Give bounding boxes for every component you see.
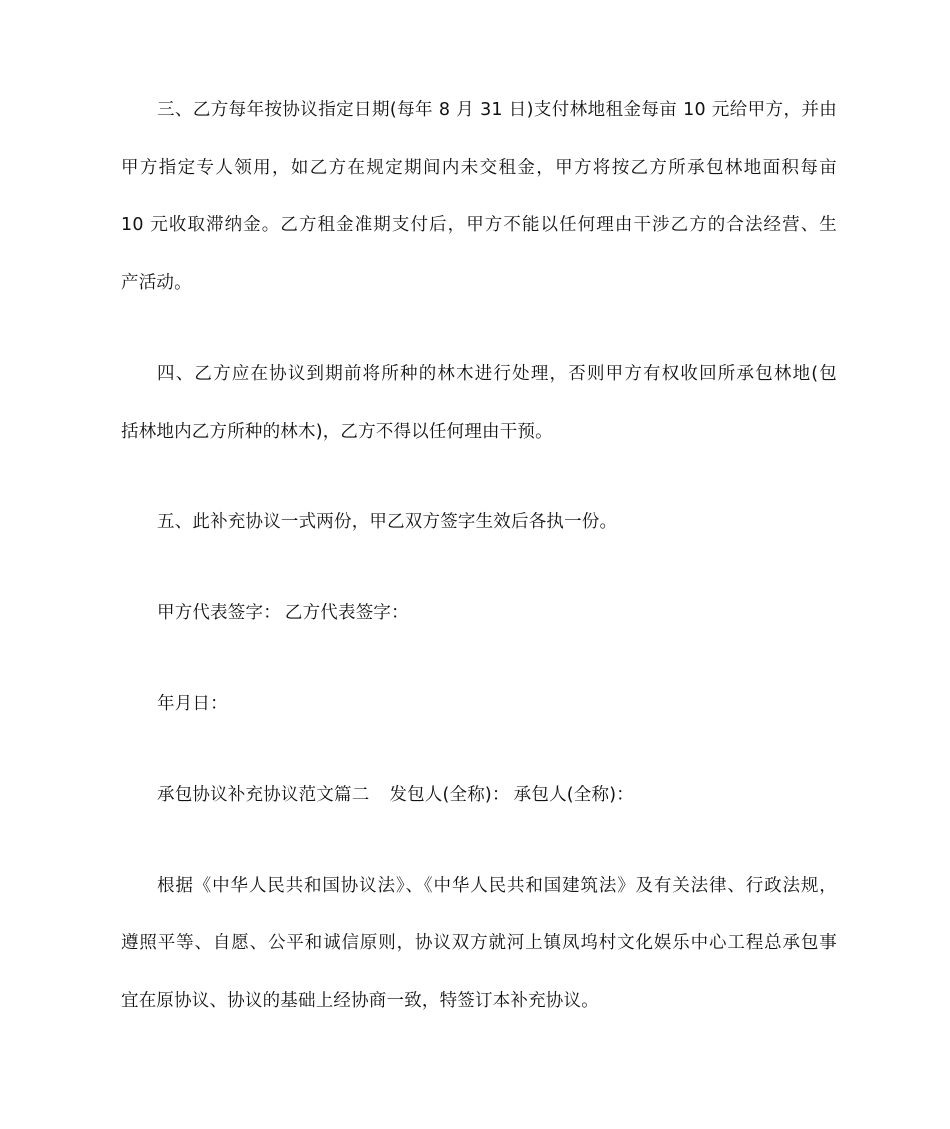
clause-three-line-1: 三、乙方每年按协议指定日期(每年 8 月 31 日)支付林地租金每亩 10 元给甲方，并由 xyxy=(157,100,837,120)
section-two-header xyxy=(157,783,837,807)
clause-three-line-3: 10 元收取滞纳金。乙方租金准期支付后，甲方不能以任何理由干涉乙方的合法经营、生 xyxy=(121,215,837,235)
basis-paragraph-line-1: 根据《中华人民共和国协议法》、《中华人民共和国建筑法》及有关法律、行政法规， xyxy=(157,876,837,896)
clause-four-line-2: 括林地内乙方所种的林木)，乙方不得以任何理由干预。 xyxy=(121,422,553,442)
clause-five: 五、此补充协议一式两份，甲乙双方签字生效后各执一份。 xyxy=(157,512,618,532)
clause-three-line-4: 产活动。 xyxy=(121,273,192,293)
date-line: 年月日： xyxy=(157,694,228,714)
clause-three-line-2: 甲方指定专人领用，如乙方在规定期间内未交租金，甲方将按乙方所承包林地面积每亩 xyxy=(121,158,837,178)
contractee-label: 承包人(全称)： xyxy=(513,785,634,805)
clause-four-line-1: 四、乙方应在协议到期前将所种的林木进行处理，否则甲方有权收回所承包林地(包 xyxy=(157,364,837,384)
contractor-label: 发包人(全称)： xyxy=(389,785,510,805)
party-b-signature-label: 乙方代表签字： xyxy=(284,603,409,623)
party-a-signature-label: 甲方代表签字： xyxy=(157,603,281,623)
basis-paragraph-line-3: 宜在原协议、协议的基础上经协商一致，特签订本补充协议。 xyxy=(121,991,599,1011)
basis-paragraph-line-2: 遵照平等、自愿、公平和诚信原则，协议双方就河上镇凤坞村文化娱乐中心工程总承包事 xyxy=(121,933,837,953)
section-two-title: 承包协议补充协议范文篇二 xyxy=(157,785,370,805)
signature-line xyxy=(157,601,837,625)
